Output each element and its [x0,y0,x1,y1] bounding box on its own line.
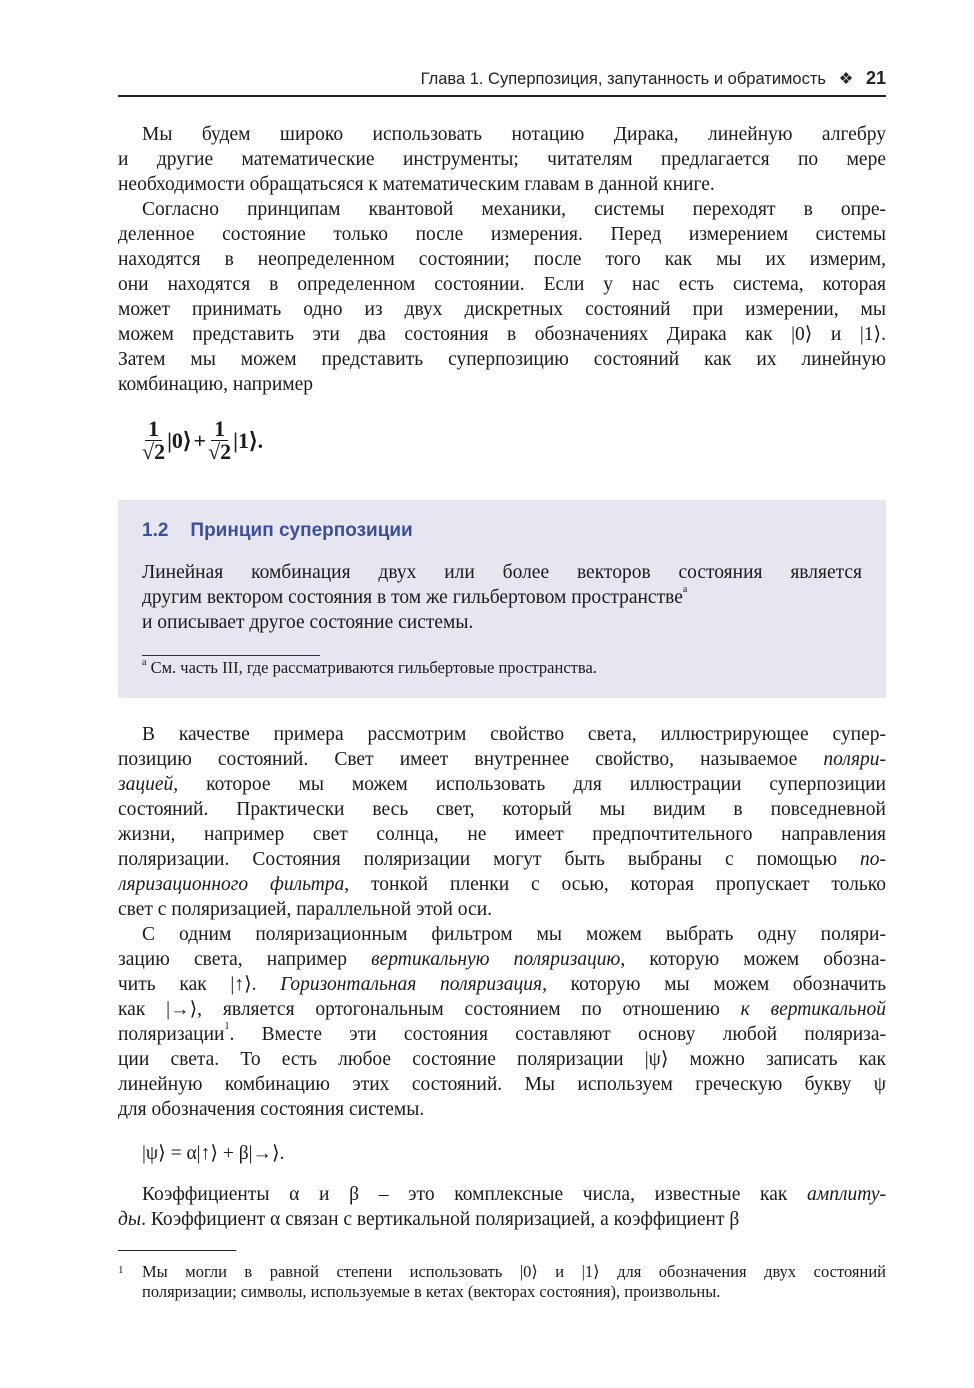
text-line [118,247,886,272]
emphasis-text: поляри- [823,749,886,770]
paragraph [118,922,886,1122]
emphasis-text: по- [860,849,886,870]
text-line [118,972,886,997]
footnote-mark: 1 [118,1264,124,1276]
text-segment: , которую можем обозна- [620,949,886,970]
text-segment: Мы будем широко использовать нотацию Дирака, линейную алгебру [142,124,886,145]
denominator: √2 [208,439,232,464]
footnote-mark: a [142,657,147,668]
box-line-text: другим вектором состояния в том же гильбертовом пространстве [142,587,683,608]
numerator: 1 [211,418,228,441]
text-segment: свет с поляризацией, параллельной этой оси. [118,899,493,920]
text-line [118,997,886,1022]
section-number: 1.2 [142,520,169,541]
footnote-line: Мы могли в равной степени использовать |0⟩ и |1⟩ для обозначения двух состояний [142,1262,886,1281]
text-segment: . Вместе эти состояния составляют основу любой поляриза- [229,1024,886,1045]
text-segment: ции света. То есть любое состояние поляризации |ψ⟩ можно записать как [118,1049,886,1070]
box-line: и описывает другое состояние системы. [142,612,474,633]
box-footnote [142,658,597,678]
text-line [118,797,886,822]
text-line [118,322,886,347]
text-segment: они находятся в определенном состоянии. Если у нас есть система, которая [118,274,886,295]
text-line [118,722,886,747]
emphasis-text: ды [118,1209,142,1230]
text-segment: которое мы можем использовать для иллюстрации суперпозиции [178,774,886,795]
text-line [118,147,886,172]
box-heading [142,520,435,542]
text-line [118,1097,886,1122]
text-segment: и другие математические инструменты; читателям предлагается по мере [118,149,886,170]
section-title: Принцип суперпозиции [190,520,413,541]
fraction [142,418,165,463]
text-line [118,947,886,972]
text-line [118,172,886,197]
text-segment: деленное состояние только после измерения. Перед измерением системы [118,224,886,245]
text-segment: поляризации [118,1024,225,1045]
text-line [118,1047,886,1072]
chapter-title: Глава 1. Суперпозиция, запутанность и обратимость [420,70,826,88]
ornament-icon: ❖ [838,70,854,88]
emphasis-text: Горизонтальная поляризация [280,974,543,995]
footnote-mark: a [682,585,688,595]
superposition-formula [142,418,263,463]
text-segment: жизни, например свет солнца, не имеет предпочтительного направления [118,824,886,845]
text-segment: Согласно принципам квантовой механики, системы переходят в опре- [142,199,886,220]
text-line [118,922,886,947]
box-footnote-rule [142,655,320,656]
text-line [118,772,886,797]
paragraph [118,722,886,922]
text-segment: линейную комбинацию этих состояний. Мы используем греческую букву ψ [118,1074,886,1095]
denominator: √2 [142,439,166,464]
text-line [118,1207,886,1232]
text-segment: для обозначения состояния системы. [118,1099,425,1120]
emphasis-text: амплиту- [807,1184,886,1205]
text-line [118,847,886,872]
footnote-line: поляризации; символы, используемые в кетах (векторах состояния), произвольны. [142,1282,721,1301]
emphasis-text: к вертикальной [740,999,886,1020]
text-line [118,822,886,847]
box-footnote-text: См. часть III, где рассматриваются гильбертовые пространства. [150,658,597,677]
box-line [142,585,862,610]
text-segment: комбинацию, например [118,374,314,395]
header-rule [118,95,886,97]
footnote-ref: 1 [224,1022,230,1032]
text-segment: , тонкой пленки с осью, которая пропускает только [344,874,886,895]
page-number: 21 [865,68,886,88]
text-line [118,1072,886,1097]
text-segment: , которую мы можем обозначить [542,974,886,995]
footnote-rule [118,1250,236,1251]
paragraph [118,197,886,397]
text-segment: . Коэффициент α связан с вертикальной поляризацией, а коэффициент β [141,1209,740,1230]
ket-1: |1⟩. [233,427,264,453]
definition-box [118,500,886,698]
text-segment: чить как |↑⟩. [118,974,281,995]
box-line: Линейная комбинация двух или более векторов состояния является [142,562,862,583]
emphasis-text: зацией, [118,774,179,795]
text-line [118,1182,886,1207]
psi-equation: |ψ⟩ = α|↑⟩ + β|→⟩. [142,1143,285,1164]
text-segment: может принимать одно из двух дискретных состояний при измерении, мы [118,299,886,320]
text-line [118,347,886,372]
text-line [118,222,886,247]
ket-0: |0⟩ [167,427,192,453]
text-line [118,297,886,322]
text-segment: поляризации. Состояния поляризации могут быть выбраны с помощью [118,849,860,870]
emphasis-text: ляризационного фильтра [118,874,345,895]
text-line [118,1022,886,1047]
text-line [118,872,886,897]
emphasis-text: вертикальную поляризацию [371,949,621,970]
text-segment: необходимости обращатьсяся к математическим главам в данной книге. [118,174,715,195]
text-line [118,747,886,772]
text-line [118,272,886,297]
numerator: 1 [145,418,162,441]
text-line [118,897,886,922]
box-text [142,560,862,635]
text-segment: состояний. Практически весь свет, который мы видим в повседневной [118,799,886,820]
plus-sign: + [193,427,207,453]
paragraph [118,122,886,197]
text-segment: позицию состояний. Свет имеет внутреннее свойство, называемое [118,749,824,770]
text-segment: зацию света, например [118,949,372,970]
text-segment: В качестве примера рассмотрим свойство света, иллюстрирующее супер- [142,724,886,745]
text-line [118,197,886,222]
text-segment: находятся в неопределенном состоянии; после того как мы их измерим, [118,249,886,270]
text-segment: Коэффициенты α и β – это комплексные числа, известные как [142,1184,808,1205]
text-segment: как |→⟩, является ортогональным состоянием по отношению [118,999,741,1020]
page-footnote [118,1262,886,1302]
paragraph [118,1182,886,1232]
text-segment: можем представить эти два состояния в обозначениях Дирака как |0⟩ и |1⟩. [118,324,886,345]
text-segment: С одним поляризационным фильтром мы можем выбрать одну поляри- [142,924,886,945]
text-segment: Затем мы можем представить суперпозицию состояний как их линейную [118,349,886,370]
text-line [118,122,886,147]
fraction [208,418,231,463]
running-header [118,68,886,89]
text-line [118,372,886,397]
